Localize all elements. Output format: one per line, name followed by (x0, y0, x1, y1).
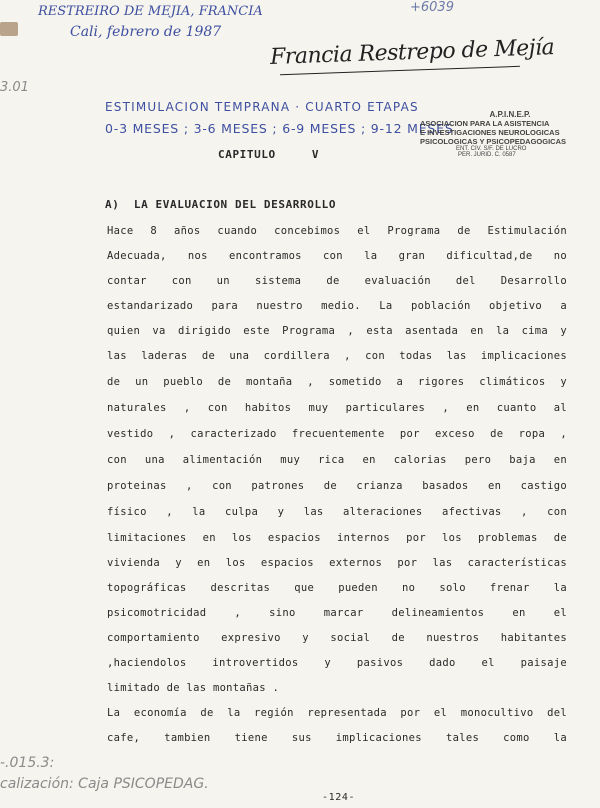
stamp-line3: PSICOLOGICAS Y PSICOPEDAGOGICAS (420, 137, 567, 146)
body-line: cafe, tambien tiene sus implicaciones tales como la (107, 732, 567, 744)
handwritten-title-line1: ESTIMULACION TEMPRANA · CUARTO ETAPAS (105, 100, 419, 114)
page-number: -124- (322, 792, 356, 803)
institution-stamp (420, 110, 600, 158)
body-line: de un pueblo de montaña , sometido a rigores climáticos y (107, 376, 567, 388)
body-line: vestido , caracterizado frecuentemente por exceso de ropa , (107, 428, 567, 440)
body-line: estandarizado para nuestro medio. La población objetivo a (107, 300, 567, 312)
body-line: Hace 8 años cuando concebimos el Programa de Estimulación (107, 225, 567, 237)
catalog-code-note: -.015.3: (0, 755, 55, 771)
location-note: calización: Caja PSICOPEDAG. (0, 776, 209, 792)
chapter-heading: CAPITULO V (218, 148, 320, 161)
stamp-line4: ENT. CIV. S/F. DE LUCRO (456, 146, 527, 152)
body-line: con una alimentación muy rica en calorias pero baja en (107, 454, 567, 466)
stamp-line5: PER. JURID. C. 0587 (458, 152, 516, 158)
catalog-number-note: +6039 (410, 0, 454, 15)
body-line: Adecuada, nos encontramos con la gran dificultad,de no (107, 250, 567, 262)
body-line: limitaciones en los espacios internos por los problemas de (107, 532, 567, 544)
body-line: La economía de la región representada por el monocultivo del (107, 707, 567, 719)
body-line: naturales , con habitos muy particulares , en cuanto al (107, 402, 567, 414)
body-line: psicomotricidad , sino marcar delineamientos en el (107, 607, 567, 619)
body-line: contar con un sistema de evaluación del Desarrollo (107, 275, 567, 287)
date-place-note: Cali, febrero de 1987 (70, 24, 222, 40)
stamp-acronym: A.P.I.N.E.P. (489, 110, 531, 119)
body-line: comportamiento expresivo y social de nuestros habitantes (107, 632, 567, 644)
body-line: quien va dirigido este Programa , esta asentada en la cima y (107, 325, 567, 337)
body-line: vivienda y en los espacios externos por las características (107, 557, 567, 569)
body-line: limitado de las montañas . (107, 682, 280, 694)
section-heading: A) LA EVALUACION DEL DESARROLLO (105, 198, 337, 211)
margin-number-note: 3.01 (0, 80, 29, 95)
body-line: las laderas de una cordillera , con todas las implicaciones (107, 350, 567, 362)
author-place-note: RESTREIRO DE MEJIA, FRANCIA (38, 4, 263, 19)
stamp-line1: ASOCIACION PARA LA ASISTENCIA (420, 119, 550, 128)
signature: Francia Restrepo de Mejía (269, 35, 555, 70)
paper-tear-mark (0, 22, 18, 36)
handwritten-title-line2: 0-3 MESES ; 3-6 MESES ; 6-9 MESES ; 9-12 MESES (105, 121, 454, 136)
stamp-line2: E INVESTIGACIONES NEUROLOGICAS (420, 128, 560, 137)
body-line: ,haciendolos introvertidos y pasivos dado el paisaje (107, 657, 567, 669)
body-line: topográficas descritas que pueden no solo frenar la (107, 582, 567, 594)
body-line: proteinas , con patrones de crianza basados en castigo (107, 480, 567, 492)
body-line: físico , la culpa y las alteraciones afectivas , con (107, 506, 567, 518)
